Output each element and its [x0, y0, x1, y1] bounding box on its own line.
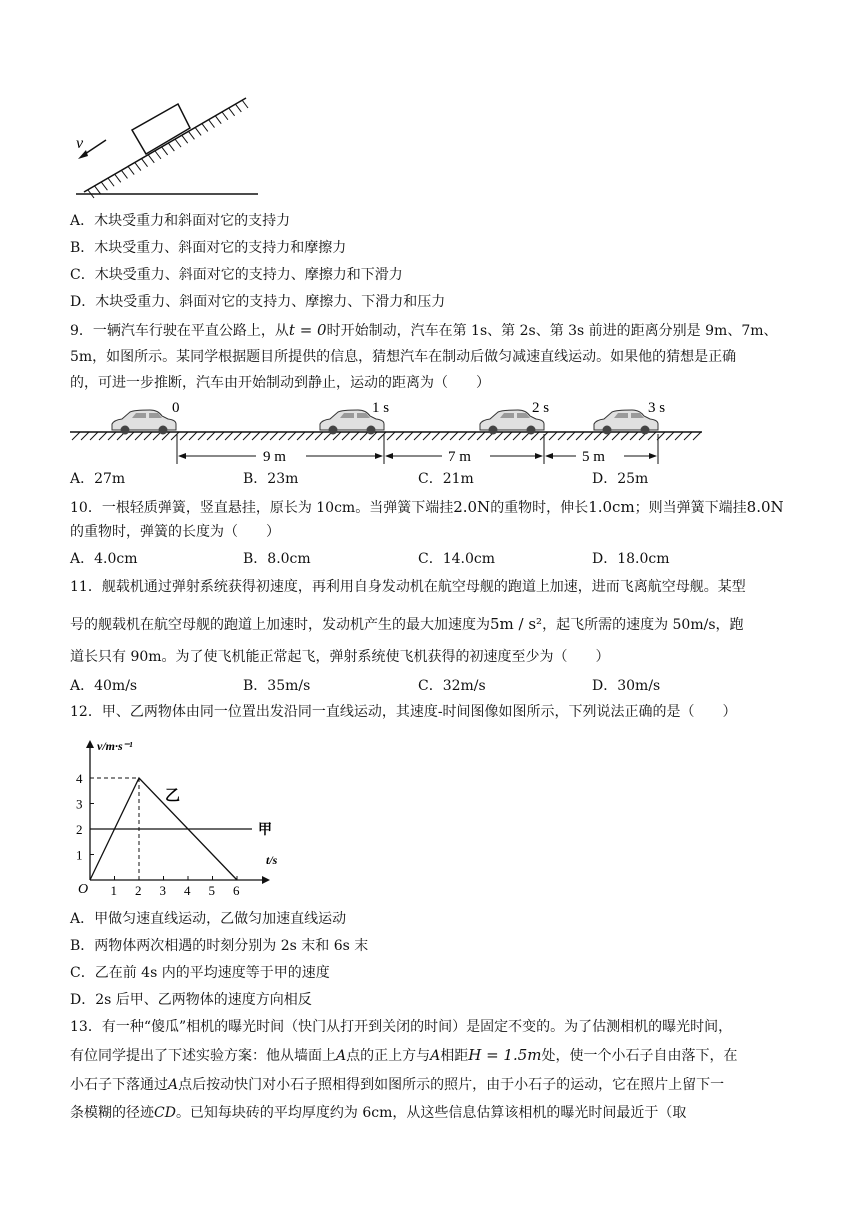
q10-option-d: D．18.0cm — [592, 551, 670, 567]
q8-option-d: D．木块受重力、斜面对它的支持力、摩擦力、下滑力和压力 — [70, 294, 446, 310]
q13-line-2: 有位同学提出了下述实验方案：他从墙面上A点的正上方与A相距H = 1.5m处，使一个小石子自由落下，在 — [70, 1046, 738, 1064]
q12-option-b: B．两物体两次相遇的时刻分别为 2s 末和 6s 末 — [70, 938, 369, 954]
mark-3s: 3 s — [648, 400, 666, 416]
mark-0: 0 — [172, 400, 180, 416]
q9-option-c: C．21m — [418, 471, 474, 487]
q10-option-b: B．8.0cm — [243, 551, 311, 567]
q11-option-d: D．30m/s — [592, 678, 661, 694]
mark-1s: 1 s — [372, 400, 390, 416]
dist-9m: 9 m — [263, 449, 286, 465]
q13-line-1: 13．有一种“傻瓜”相机的曝光时间（快门从打开到关闭的时间）是固定不变的。为了估测相机的曝光时间， — [70, 1019, 733, 1035]
series-yi-label: 乙 — [165, 788, 181, 804]
q11-options — [70, 676, 790, 696]
q11-option-b: B．35m/s — [243, 678, 311, 694]
q12-option-c: C．乙在前 4s 内的平均速度等于甲的速度 — [70, 965, 330, 981]
q8-option-a: A．木块受重力和斜面对它的支持力 — [70, 213, 291, 229]
v-axis-arrow — [86, 740, 94, 748]
q8-option-c: C．木块受重力、斜面对它的支持力、摩擦力和下滑力 — [70, 267, 403, 283]
car-icon — [112, 410, 176, 435]
q11-option-a: A．40m/s — [70, 678, 138, 694]
y-tick-label: 4 — [76, 771, 83, 786]
q9-option-d: D．25m — [592, 471, 649, 487]
x-tick-label: 4 — [184, 883, 191, 898]
q13-line-3: 小石子下落通过A点后按动快门对小石子照相得到如图所示的照片，由于小石子的运动，它在照片上留下一 — [70, 1077, 725, 1093]
mark-2s: 2 s — [532, 400, 550, 416]
q13-line-4: 条模糊的径迹CD。已知每块砖的平均厚度约为 6cm，从这些信息估算该相机的曝光时间最近于（取 — [70, 1105, 687, 1121]
dist-5m: 5 m — [582, 449, 605, 465]
q9-line-2: 5m，如图所示。某同学根据题目所提供的信息，猜想汽车在制动后做匀减速直线运动。如果他的猜想是正确 — [70, 349, 737, 365]
x-tick-label: 1 — [110, 883, 117, 898]
dist-7m: 7 m — [448, 449, 471, 465]
q9-line-1: 9．一辆汽车行驶在平直公路上，从t = 0时开始制动，汽车在第 1s、第 2s、第 3s 前进的距离分别是 9m、7m、 — [70, 321, 778, 339]
q10-option-a: A．4.0cm — [70, 551, 138, 567]
incline-figure — [66, 92, 266, 200]
q10-options — [70, 549, 790, 569]
q9-options — [70, 469, 790, 489]
car-road-figure — [66, 398, 706, 468]
q10-option-c: C．14.0cm — [418, 551, 495, 567]
x-axis-label: t/s — [266, 853, 278, 867]
q11-line-3: 道长只有 90m。为了使飞机能正常起飞，弹射系统使飞机获得的初速度至少为（ ） — [70, 649, 610, 665]
y-tick-label: 1 — [76, 847, 83, 863]
x-tick-label: 6 — [233, 883, 240, 898]
q11-option-c: C．32m/s — [418, 678, 486, 694]
q12-option-d: D．2s 后甲、乙两物体的速度方向相反 — [70, 992, 312, 1008]
x-tick-label: 3 — [159, 883, 166, 898]
q10-line-1: 10．一根轻质弹簧，竖直悬挂，原长为 10cm。当弹簧下端挂2.0N的重物时，伸长1.0cm；则当弹簧下端挂8.0N — [70, 498, 784, 516]
y-tick-label: 3 — [76, 796, 83, 812]
q9-line-3: 的，可进一步推断，汽车由开始制动到静止，运动的距离为（ ） — [70, 375, 490, 391]
x-tick-label: 5 — [208, 883, 215, 898]
vt-graph — [70, 730, 290, 900]
q8-option-b: B．木块受重力、斜面对它的支持力和摩擦力 — [70, 240, 347, 256]
y-tick-label: 2 — [76, 822, 83, 837]
t-axis-arrow — [262, 876, 270, 884]
q12-line-1: 12．甲、乙两物体由同一位置出发沿同一直线运动，其速度-时间图像如图所示，下列说法正确的是（ ） — [70, 704, 737, 720]
origin-label: O — [78, 882, 89, 897]
q11-line-2: 号的舰载机在航空母舰的跑道上加速时，发动机产生的最大加速度为5m / s²，起飞所需的速度为 50m/s，跑 — [70, 615, 744, 633]
q12-option-a: A．甲做匀速直线运动，乙做匀加速直线运动 — [70, 911, 347, 927]
x-tick-label: 2 — [135, 883, 142, 898]
q10-line-2: 的重物时，弹簧的长度为（ ） — [70, 524, 280, 540]
velocity-label: v — [76, 135, 84, 152]
q9-option-a: A．27m — [70, 471, 126, 487]
series-jia-label: 甲 — [258, 823, 272, 838]
y-axis-label: v/m·s⁻¹ — [97, 739, 133, 753]
q9-option-b: B．23m — [243, 471, 299, 487]
q11-line-1: 11．舰载机通过弹射系统获得初速度，再利用自身发动机在航空母舰的跑道上加速，进而飞离航空母舰。某型 — [70, 579, 746, 595]
